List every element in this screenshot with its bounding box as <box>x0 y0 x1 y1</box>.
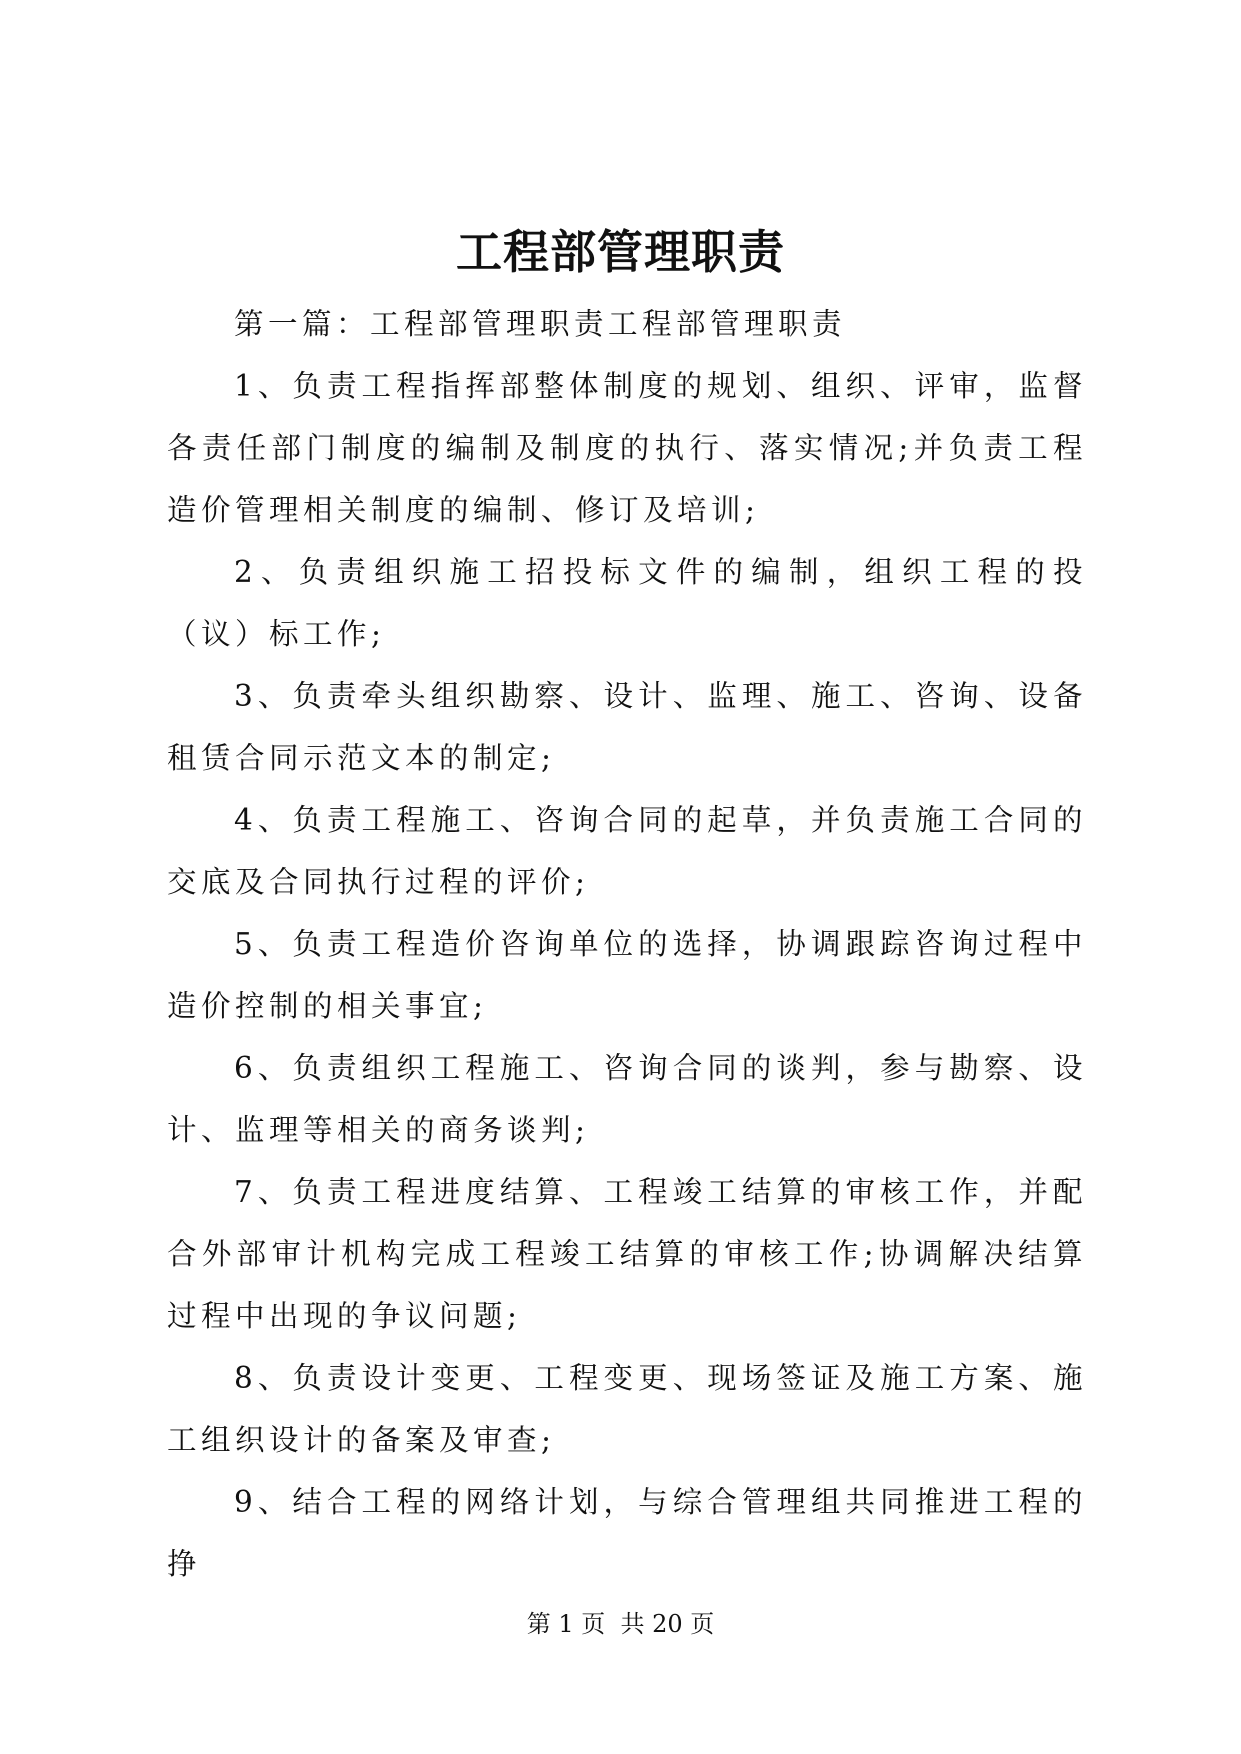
paragraph-item-4: 4、负责工程施工、咨询合同的起草，并负责施工合同的交底及合同执行过程的评价; <box>167 803 1087 899</box>
document-title: 工程部管理职责 <box>456 225 785 279</box>
page-number: 第 1 页 共 20 页 <box>526 1610 715 1638</box>
paragraph-item-1: 1、负责工程指挥部整体制度的规划、组织、评审，监督各责任部门制度的编制及制度的执行、落实情况;并负责工程造价管理相关制度的编制、修订及培训; <box>167 369 1087 527</box>
paragraph-item-9: 9、结合工程的网络计划，与综合管理组共同推进工程的挣 <box>167 1485 1087 1581</box>
paragraph-item-6: 6、负责组织工程施工、咨询合同的谈判，参与勘察、设计、监理等相关的商务谈判; <box>167 1051 1087 1147</box>
paragraph-item-7: 7、负责工程进度结算、工程竣工结算的审核工作，并配合外部审计机构完成工程竣工结算的审核工作;协调解决结算过程中出现的争议问题; <box>167 1175 1087 1333</box>
paragraph-item-8: 8、负责设计变更、工程变更、现场签证及施工方案、施工组织设计的备案及审查; <box>167 1361 1087 1457</box>
paragraph-item-3: 3、负责牵头组织勘察、设计、监理、施工、咨询、设备租赁合同示范文本的制定; <box>167 679 1087 775</box>
paragraph-item-2: 2、负责组织施工招投标文件的编制，组织工程的投（议）标工作; <box>167 555 1087 651</box>
section-heading: 第一篇：工程部管理职责工程部管理职责 <box>234 307 847 341</box>
paragraph-item-5: 5、负责工程造价咨询单位的选择，协调跟踪咨询过程中造价控制的相关事宜; <box>167 927 1087 1023</box>
document-body <box>167 293 1087 1595</box>
page-footer <box>0 1609 1241 1639</box>
